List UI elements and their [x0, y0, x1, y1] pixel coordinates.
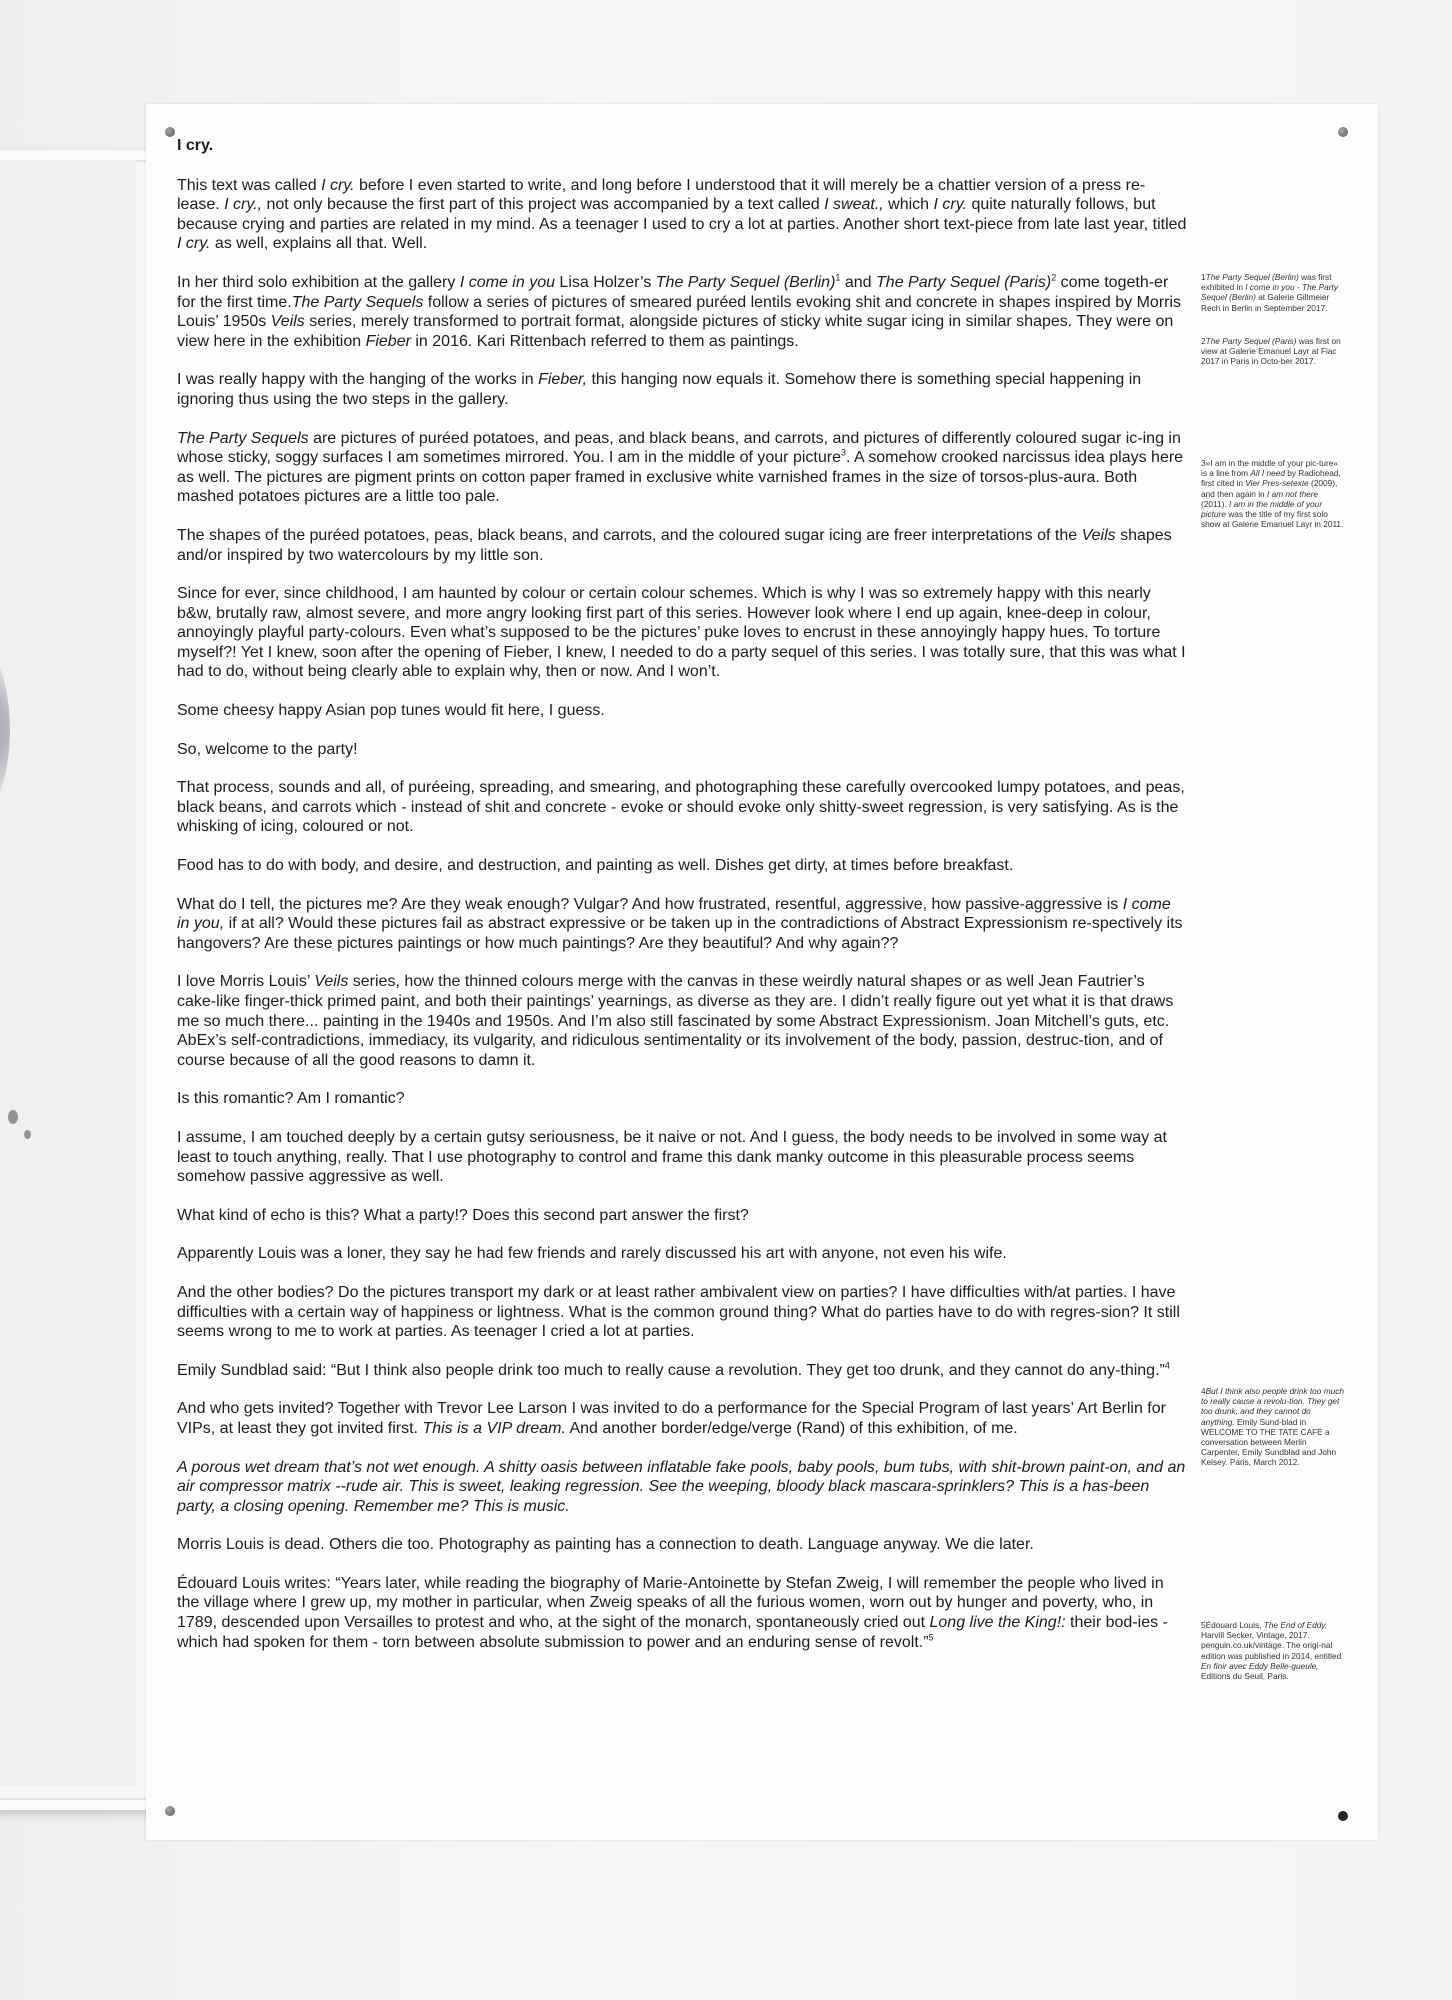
text-title: I cry. [177, 137, 214, 154]
text-span: was the title of my first solo show at Galerie Emanuel Layr in 2011. [1201, 509, 1344, 530]
paragraph [177, 972, 1187, 1070]
text-span: The shapes of the puréed potatoes, peas, black beans, and carrots, and the coloured sugar icing are freer interpretations of the [177, 526, 1082, 544]
footnote-ref: 2 [1051, 272, 1057, 283]
text-span: And who gets invited? Together with Trevor Lee Larson I was invited to do a performance for the Special Program of last years’ Art Berlin for VIPs, at least they got invited first. [177, 1400, 1166, 1437]
italic-span: Fieber, [538, 371, 588, 389]
text-span: come togeth-er for the first time. [177, 273, 1169, 311]
text-span: their bod-ies - which had spoken for them - torn between absolute submission to power and an enduring sense of revolt.” [177, 1614, 1168, 1651]
footnote-ref: 5 [928, 1632, 934, 1643]
text-span: I love Morris Louis’ [177, 973, 315, 991]
paragraph [177, 370, 1187, 409]
italic-span: The Party Sequel (Paris) [1205, 336, 1297, 346]
paragraph [177, 273, 1187, 351]
paragraph [177, 1206, 1187, 1226]
italic-span: This is a VIP dream. [422, 1419, 566, 1437]
pin [1338, 1811, 1348, 1821]
pin [165, 127, 175, 137]
italic-span: The Party Sequel (Berlin) [1205, 272, 1299, 282]
text-span: at Galerie Gillmeier Rech in Berlin in September 2017. [1201, 292, 1330, 313]
paragraph [177, 584, 1187, 682]
italic-span: Long live the King!: [929, 1614, 1066, 1632]
paragraph [177, 526, 1187, 565]
text-span: Is this romantic? Am I romantic? [177, 1090, 405, 1108]
main-text [177, 136, 1187, 1671]
text-span: Since for ever, since childhood, I am haunted by colour or certain colour schemes. Which is why I was so extremely happy with this nearly b&w, brutally raw, almost severe, and more angry looking first part of this series. However look where I end up again, knee-deep in colour, annoyingly playful party-colours. Even what’s supposed to be the pictures’ puke loves to encrust in these annoyingly happy hues. To torture myself?! Yet I knew, soon after the opening of Fieber, I knew, I needed to do a party sequel of this series. I was totally sure, that this was what I had to do, without being clearly able to explain why, then or now. And I won’t. [177, 585, 1186, 681]
italic-span: A porous wet dream that’s not wet enough. A shitty oasis between inflatable fake pools, baby pools, bum tubs, with shit-brown paint-on, and an air compressor matrix --rude air. This is sweet, leaking regression. See the weeping, bloody black mascara-sprinklers? This is a has-been party, a closing opening. Remember me? This is music. [177, 1458, 1186, 1515]
italic-span: I cry. [321, 176, 355, 194]
text-span: and [840, 273, 877, 291]
text-span: What kind of echo is this? What a party!? Does this second part answer the first? [177, 1206, 749, 1224]
italic-span: I am not there [1266, 488, 1319, 499]
italic-span: En finir avec Eddy Belle-gueule, [1201, 1660, 1319, 1671]
paragraph [177, 701, 1187, 721]
paragraph [177, 778, 1187, 837]
text-span: Some cheesy happy Asian pop tunes would fit here, I guess. [177, 702, 605, 720]
italic-span: I am in the middle of your picture [1201, 498, 1323, 520]
italic-span: The Party Sequels [177, 429, 309, 447]
text-span: That process, sounds and all, of puréeing, spreading, and smearing, and photographing these carefully overcooked lumpy potatoes, and peas, black beans, and carrots which - instead of shit and concrete - evoke or should evoke only shitty-sweet regression, is very satisfying. As is the whisking of icing, coloured or not. [177, 779, 1185, 836]
text-span: follow a series of pictures of smeared puréed lentils evoking shit and concrete in shapes inspired by Morris Louis’ 1950s [177, 293, 1182, 331]
text-sheet [146, 104, 1378, 1840]
footnote [1201, 1386, 1346, 1468]
italic-span: I cry., [224, 196, 263, 214]
text-span: as well, explains all that. Well. [210, 235, 428, 253]
italic-span: I come in you, [177, 895, 1171, 933]
text-span: by Radiohead, first cited in [1201, 468, 1341, 489]
italic-span: I cry. [177, 235, 211, 253]
text-span: series, how the thinned colours merge with the canvas in these weirdly natural shapes or as well Jean Fautrier’s cake-like finger-thick primed paint, and both their paintings’ yearnings, as diverse as they are. I didn’t really figure out yet what it is that draws me so much there... painting in the 1940s and 1950s. And I’m also still fascinated by some Abstract Expressionism. Joan Mitchell’s guts, etc. AbEx’s self-contradictions, immediacy, its vulgarity, and ridiculous sentimentality or its involvement of the body, passion, destruc-tion, and of course because of all the good reasons to damn it. [177, 973, 1174, 1069]
footnote [1201, 336, 1346, 367]
italic-span: The Party Sequel (Paris) [876, 273, 1052, 291]
italic-span: The Party Sequel (Berlin) [655, 273, 836, 291]
italic-span: I sweat., [824, 196, 884, 214]
italic-span: The End of Eddy, [1263, 1620, 1328, 1630]
text-span: Harvill Secker, Vintage, 2017. penguin.co.uk/vintage. The origi-nal edition was published in 2014, entitled [1201, 1630, 1342, 1661]
paragraph [177, 1283, 1187, 1342]
pin [1338, 127, 1348, 137]
italic-span: The Party Sequels [291, 293, 424, 311]
paragraph [177, 1535, 1187, 1555]
paragraph [177, 429, 1187, 507]
text-span: Morris Louis is dead. Others die too. Photography as painting has a connection to death. Language anyway. We die later. [177, 1536, 1034, 1554]
text-span: quite naturally follows, but because crying and parties are related in my mind. As a teenager I used to cry a lot at parties. Another short text-piece from late last year, titled [177, 196, 1187, 233]
text-span: 4 [1201, 1386, 1206, 1396]
text-span: was first exhibited in [1201, 272, 1332, 293]
paragraph [177, 1399, 1187, 1438]
text-span: This text was called [177, 176, 322, 194]
text-span: Emily Sund-blad in WELCOME TO THE TATE CAFÉ a conversation between Merlin Carpenter, Emily Sundblad and John Kelsey. Paris, March 2012. [1201, 1416, 1337, 1468]
footnote [1201, 272, 1346, 313]
paragraph [177, 1574, 1187, 1652]
paragraph [177, 176, 1187, 254]
text-span: Food has to do with body, and desire, and destruction, and painting as well. Dishes get dirty, at times before breakfast. [177, 857, 1014, 875]
text-span: In her third solo exhibition at the gallery [177, 273, 460, 291]
text-span: I assume, I am touched deeply by a certain gutsy seriousness, be it naive or not. And I guess, the body needs to be involved in some way at least to touch anything, really. That I use photography to control and frame this dank manky outcome in this pleasurable process seems somehow passive aggressive as well. [177, 1128, 1167, 1186]
italic-span: Vier Pres-setexte [1245, 478, 1309, 489]
text-span: shapes and/or inspired by two watercolours by my little son. [177, 526, 1172, 564]
pin [165, 1806, 175, 1816]
text-span: Édouard Louis writes: “Years later, while reading the biography of Marie-Antoinette by Stefan Zweig, I will remember the people who lived in the village where I grew up, my mother in particular, when Zweig speaks of all the furious women, worn out by hunger and poverty, who, in 1789, descended upon Versailles to protest and who, at the sight of the monarch, spontaneously cried out [177, 1574, 1164, 1632]
text-span: 5Édouard Louis, [1201, 1620, 1264, 1630]
text-span: Apparently Louis was a loner, they say he had few friends and rarely discussed his art with anyone, not even his wife. [177, 1245, 1007, 1263]
italic-span: But I think also people drink too much to really cause a revolu-tion. They get too drunk, and they cannot do anything. [1201, 1386, 1344, 1427]
text-span: this hanging now equals it. Somehow there is something special happening in ignoring thus using the two steps in the gallery. [177, 371, 1142, 408]
text-span: Lisa Holzer’s [554, 273, 656, 291]
text-span: in 2016. Kari Rittenbach referred to them as paintings. [410, 332, 799, 350]
italic-span: Fieber [365, 332, 411, 350]
italic-span: Veils [1081, 526, 1116, 544]
text-span: was first on view at Galerie Emanuel Layr at Fiac 2017 in Paris in Octo-ber 2017. [1201, 336, 1341, 367]
framed-picture [0, 150, 160, 1810]
paragraph [177, 1458, 1187, 1517]
footnote-ref: 4 [1164, 1360, 1170, 1371]
text-span: (2011). [1201, 498, 1229, 509]
footnote-ref: 1 [835, 272, 841, 283]
text-span: are pictures of puréed potatoes, and peas, and black beans, and carrots, and pictures of differently coloured sugar ic-ing in whose sticky, soggy surfaces I am sometimes mirrored. You. I am in the middle of your picture [177, 429, 1181, 467]
paragraphs [177, 176, 1187, 1653]
picture-spot [8, 1110, 18, 1124]
text-span: Editions du Seuil, Paris. [1201, 1671, 1289, 1682]
text-span: 1 [1201, 272, 1206, 282]
text-span: What do I tell, the pictures me? Are they weak enough? Vulgar? And how frustrated, resentful, aggressive, how passive-aggressive is [177, 895, 1123, 913]
paragraph [177, 740, 1187, 760]
italic-span: I come in you [459, 273, 555, 291]
picture-spot [24, 1130, 31, 1139]
picture-shape [0, 630, 10, 830]
italic-span: I cry. [933, 196, 967, 214]
paragraph [177, 1128, 1187, 1187]
paragraph [177, 1089, 1187, 1109]
italic-span: I come in you - The Party Sequel (Berlin) [1201, 282, 1338, 303]
italic-span: Veils [270, 313, 305, 331]
text-span: And another border/edge/verge (Rand) of this exhibition, of me. [565, 1419, 1018, 1437]
paragraph [177, 1244, 1187, 1264]
footnote-ref: 3 [840, 447, 846, 458]
text-span: series, merely transformed to portrait format, alongside pictures of sticky white sugar icing in similar shapes. They were on view here in the exhibition [177, 313, 1174, 350]
paragraph [177, 1361, 1187, 1381]
text-span: not only because the first part of this project was accompanied by a text called [262, 196, 825, 214]
text-span: 2 [1201, 336, 1206, 346]
text-span: before I even started to write, and long before I understood that it will merely be a chattier version of a press re-lease. [177, 176, 1146, 214]
text-span: which [883, 196, 934, 214]
text-span: Emily Sundblad said: “But I think also people drink too much to really cause a revolution. They get too drunk, and they cannot do any-thing.” [177, 1361, 1165, 1379]
italic-span: Veils [314, 973, 349, 991]
text-span: I was really happy with the hanging of the works in [177, 371, 539, 389]
paragraph [177, 895, 1187, 954]
footnote [1201, 1620, 1346, 1681]
text-span: So, welcome to the party! [177, 740, 358, 758]
text-span: (2009), and then again in [1201, 478, 1338, 499]
text-span: 3»I am in the middle of your pic-ture« is a line from [1201, 458, 1338, 479]
italic-span: All I need [1250, 468, 1285, 479]
paragraph [177, 856, 1187, 876]
footnote [1201, 458, 1346, 529]
picture-surface [0, 160, 136, 1786]
text-span: if at all? Would these pictures fail as abstract expressive or be taken up in the contradictions of Abstract Expressionism re-spectively its hangovers? Are these pictures paintings or how much paintings? Are they beautiful? And why again?? [177, 915, 1183, 952]
text-span: And the other bodies? Do the pictures transport my dark or at least rather ambivalent view on parties? I have difficulties with/at parties. I have difficulties with a certain way of happiness or lightness. What is the common ground thing? What do parties have to do with regres-sion? It still seems wrong to me to work at parties. As teenager I cried a lot at parties. [177, 1283, 1180, 1341]
text-span: . A somehow crooked narcissus idea plays here as well. The pictures are pigment prints on cotton paper framed in exclusive white varnished frames in the size of torsos-plus-aura. Both mashed potatoes pictures are a little too pale. [177, 449, 1184, 506]
